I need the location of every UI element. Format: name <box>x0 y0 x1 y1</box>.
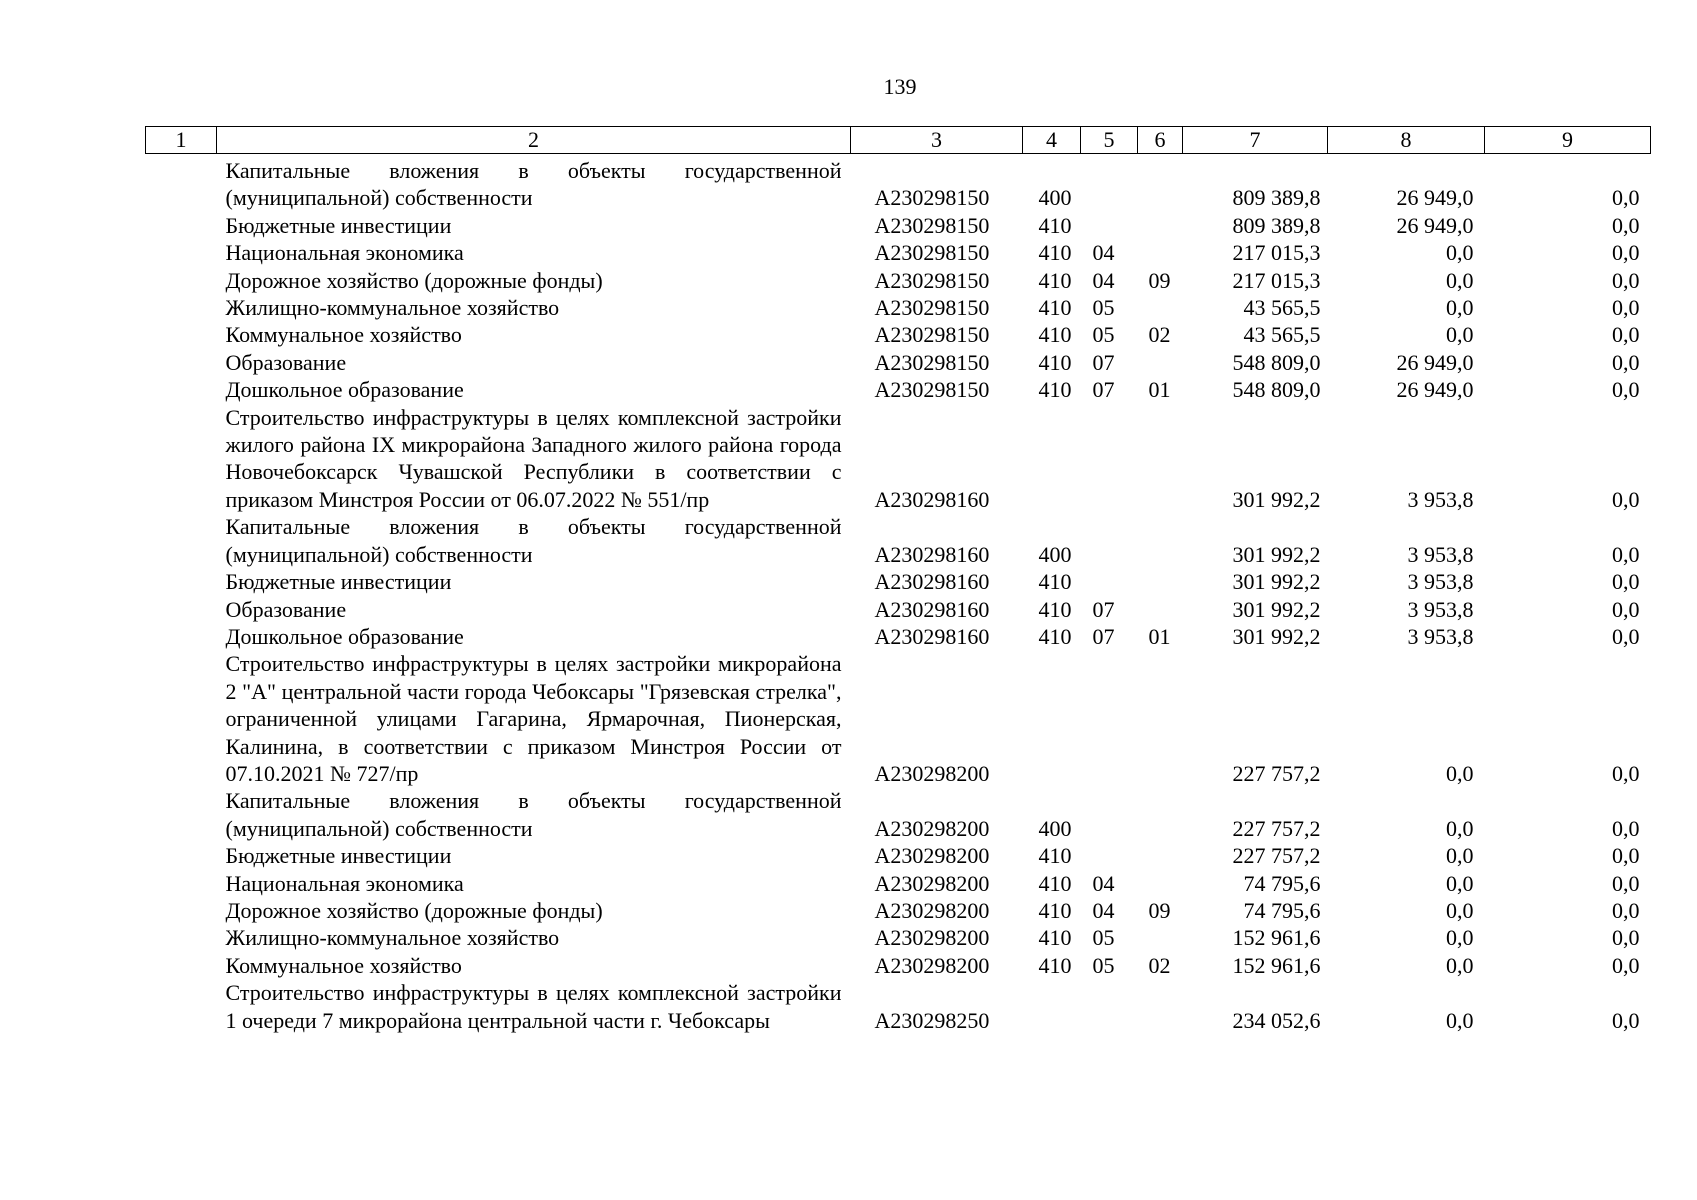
table-row <box>146 842 1651 869</box>
row-subsection <box>1138 870 1183 897</box>
table-row <box>146 897 1651 924</box>
row-expense-type: 410 <box>1038 349 1072 375</box>
row-section: 04 <box>1092 897 1115 923</box>
row-target-code: А230298150 <box>874 349 990 375</box>
column-header-2: 2 <box>217 127 851 154</box>
row-target-code: А230298160 <box>874 623 990 649</box>
column-header-3: 3 <box>851 127 1023 154</box>
row-value-9: 0,0 <box>1612 623 1640 649</box>
row-target-code: А230298150 <box>874 212 990 238</box>
table-row <box>146 212 1651 239</box>
row-name-text: Коммунальное хозяйство <box>225 952 462 978</box>
row-value-9: 0,0 <box>1612 240 1640 266</box>
row-subsection <box>1138 596 1183 623</box>
row-expense-type: 410 <box>1038 623 1072 649</box>
row-name <box>217 897 851 924</box>
row-name <box>217 154 851 212</box>
row-section: 05 <box>1092 295 1115 321</box>
row-value-8: 0,0 <box>1446 952 1474 978</box>
row-name <box>217 267 851 294</box>
row-column-1 <box>146 870 217 897</box>
row-value-9: 0,0 <box>1612 596 1640 622</box>
row-expense-type: 400 <box>1038 541 1072 567</box>
row-column-1 <box>146 513 217 568</box>
row-column-1 <box>146 952 217 979</box>
table-row <box>146 870 1651 897</box>
row-name <box>217 596 851 623</box>
column-header-9: 9 <box>1485 127 1651 154</box>
row-section: 04 <box>1092 870 1115 896</box>
column-header-1: 1 <box>146 127 217 154</box>
row-column-1 <box>146 924 217 951</box>
row-value-9: 0,0 <box>1612 322 1640 348</box>
row-name <box>217 924 851 951</box>
row-name-text: Бюджетные инвестиции <box>225 212 452 238</box>
table-row <box>146 376 1651 403</box>
row-column-1 <box>146 787 217 842</box>
row-column-1 <box>146 321 217 348</box>
row-value-7: 227 757,2 <box>1232 760 1321 786</box>
row-target-code: А230298200 <box>874 760 990 786</box>
row-column-1 <box>146 154 217 212</box>
row-name <box>217 513 851 568</box>
row-name-text: Дорожное хозяйство (дорожные фонды) <box>225 897 603 923</box>
table-row <box>146 513 1651 568</box>
row-name-text: Коммунальное хозяйство <box>225 322 462 348</box>
row-value-9: 0,0 <box>1612 295 1640 321</box>
row-subsection <box>1138 842 1183 869</box>
row-value-8: 0,0 <box>1446 815 1474 841</box>
row-target-code: А230298200 <box>874 843 990 869</box>
row-value-8: 3 953,8 <box>1407 569 1474 595</box>
row-name-text: Капитальные вложения в объекты государственной (муниципальной) собственности <box>225 158 842 211</box>
row-target-code: А230298200 <box>874 815 990 841</box>
row-value-9: 0,0 <box>1612 843 1640 869</box>
table-row <box>146 952 1651 979</box>
table-row <box>146 650 1651 787</box>
row-subsection <box>1138 154 1183 212</box>
table-row <box>146 623 1651 650</box>
row-section <box>1081 404 1138 514</box>
row-value-8: 0,0 <box>1446 897 1474 923</box>
row-name-text: Бюджетные инвестиции <box>225 569 452 595</box>
row-value-7: 548 809,0 <box>1232 349 1321 375</box>
row-section: 07 <box>1092 623 1115 649</box>
row-value-8: 26 949,0 <box>1396 185 1474 211</box>
row-value-9: 0,0 <box>1612 212 1640 238</box>
row-section: 07 <box>1092 596 1115 622</box>
row-column-1 <box>146 650 217 787</box>
row-name <box>217 623 851 650</box>
row-subsection <box>1138 513 1183 568</box>
row-name <box>217 239 851 266</box>
row-expense-type: 410 <box>1038 267 1072 293</box>
row-target-code: А230298200 <box>874 870 990 896</box>
row-column-1 <box>146 239 217 266</box>
row-name-text: Национальная экономика <box>225 870 464 896</box>
row-name-text: Национальная экономика <box>225 240 464 266</box>
table-header-row <box>146 127 1651 154</box>
row-name-text: Бюджетные инвестиции <box>225 843 452 869</box>
table-row <box>146 239 1651 266</box>
row-column-1 <box>146 568 217 595</box>
row-target-code: А230298150 <box>874 377 990 403</box>
row-expense-type: 410 <box>1038 925 1072 951</box>
row-value-7: 301 992,2 <box>1232 596 1321 622</box>
row-section: 04 <box>1092 267 1115 293</box>
row-value-8: 3 953,8 <box>1407 623 1474 649</box>
row-value-7: 43 565,5 <box>1243 295 1321 321</box>
row-value-7: 809 389,8 <box>1232 212 1321 238</box>
row-expense-type: 410 <box>1038 952 1072 978</box>
row-target-code: А230298150 <box>874 267 990 293</box>
row-name-text: Образование <box>225 349 347 375</box>
row-subsection <box>1138 212 1183 239</box>
row-expense-type <box>1023 404 1081 514</box>
row-section <box>1081 650 1138 787</box>
row-value-9: 0,0 <box>1612 541 1640 567</box>
row-column-1 <box>146 596 217 623</box>
table-row <box>146 321 1651 348</box>
row-column-1 <box>146 267 217 294</box>
row-value-9: 0,0 <box>1612 815 1640 841</box>
row-name <box>217 349 851 376</box>
row-section <box>1081 568 1138 595</box>
row-value-7: 152 961,6 <box>1232 952 1321 978</box>
row-target-code: А230298200 <box>874 897 990 923</box>
row-subsection: 01 <box>1148 623 1171 649</box>
row-target-code: А230298150 <box>874 240 990 266</box>
row-value-7: 217 015,3 <box>1232 240 1321 266</box>
row-value-7: 809 389,8 <box>1232 185 1321 211</box>
row-target-code: А230298250 <box>874 1007 990 1033</box>
row-target-code: А230298160 <box>874 569 990 595</box>
row-name-text: Дошкольное образование <box>225 623 464 649</box>
row-value-7: 74 795,6 <box>1243 870 1321 896</box>
row-name <box>217 376 851 403</box>
row-value-8: 26 949,0 <box>1396 212 1474 238</box>
table-row <box>146 924 1651 951</box>
row-subsection: 09 <box>1148 897 1171 923</box>
row-name-text: Жилищно-коммунальное хозяйство <box>225 925 560 951</box>
row-value-8: 0,0 <box>1446 240 1474 266</box>
page-number: 139 <box>883 74 917 99</box>
row-subsection <box>1138 924 1183 951</box>
row-subsection <box>1138 404 1183 514</box>
row-name-text: Капитальные вложения в объекты государственной (муниципальной) собственности <box>225 788 842 841</box>
row-section: 05 <box>1092 925 1115 951</box>
row-expense-type: 400 <box>1038 185 1072 211</box>
column-header-7: 7 <box>1183 127 1328 154</box>
row-value-7: 152 961,6 <box>1232 925 1321 951</box>
row-name <box>217 952 851 979</box>
row-section <box>1081 513 1138 568</box>
row-name-text: Дорожное хозяйство (дорожные фонды) <box>225 267 603 293</box>
row-value-8: 0,0 <box>1446 925 1474 951</box>
row-value-8: 26 949,0 <box>1396 349 1474 375</box>
row-expense-type: 410 <box>1038 295 1072 321</box>
row-value-7: 234 052,6 <box>1232 1007 1321 1033</box>
row-value-9: 0,0 <box>1612 569 1640 595</box>
row-column-1 <box>146 979 217 1034</box>
row-expense-type <box>1023 979 1081 1034</box>
row-expense-type: 410 <box>1038 212 1072 238</box>
budget-table <box>145 126 1651 1034</box>
row-value-9: 0,0 <box>1612 1007 1640 1033</box>
table-row <box>146 349 1651 376</box>
row-expense-type: 410 <box>1038 569 1072 595</box>
row-value-9: 0,0 <box>1612 870 1640 896</box>
row-expense-type: 410 <box>1038 870 1072 896</box>
row-name-text: Капитальные вложения в объекты государственной (муниципальной) собственности <box>225 514 842 567</box>
row-value-8: 26 949,0 <box>1396 377 1474 403</box>
row-subsection <box>1138 979 1183 1034</box>
row-target-code: А230298200 <box>874 925 990 951</box>
row-column-1 <box>146 842 217 869</box>
table-row <box>146 787 1651 842</box>
row-name-text: Жилищно-коммунальное хозяйство <box>225 295 560 321</box>
column-header-4: 4 <box>1023 127 1081 154</box>
row-value-9: 0,0 <box>1612 486 1640 512</box>
row-target-code: А230298150 <box>874 322 990 348</box>
row-target-code: А230298150 <box>874 295 990 321</box>
row-subsection: 02 <box>1148 952 1171 978</box>
row-value-7: 301 992,2 <box>1232 541 1321 567</box>
row-section <box>1081 787 1138 842</box>
row-section: 05 <box>1092 322 1115 348</box>
row-value-8: 3 953,8 <box>1407 486 1474 512</box>
row-value-7: 43 565,5 <box>1243 322 1321 348</box>
row-value-9: 0,0 <box>1612 377 1640 403</box>
row-column-1 <box>146 623 217 650</box>
row-value-7: 227 757,2 <box>1232 815 1321 841</box>
row-expense-type: 410 <box>1038 377 1072 403</box>
row-expense-type: 410 <box>1038 240 1072 266</box>
row-value-8: 3 953,8 <box>1407 596 1474 622</box>
row-column-1 <box>146 376 217 403</box>
row-value-8: 0,0 <box>1446 870 1474 896</box>
row-value-8: 0,0 <box>1446 267 1474 293</box>
row-name <box>217 787 851 842</box>
table-row <box>146 596 1651 623</box>
row-value-8: 0,0 <box>1446 843 1474 869</box>
row-name-text: Образование <box>225 596 347 622</box>
row-name <box>217 568 851 595</box>
row-value-8: 0,0 <box>1446 760 1474 786</box>
row-value-9: 0,0 <box>1612 349 1640 375</box>
row-value-7: 301 992,2 <box>1232 486 1321 512</box>
row-name-text: Строительство инфраструктуры в целях застройки микрорайона 2 "А" центральной части города Чебоксары "Грязевская стрелка", ограниченной улицами Гагарина, Ярмарочная, Пионерская, Калинина, в соответствии с приказом Минстроя России от 07.10.2021 № 727/пр <box>225 651 842 786</box>
row-section: 05 <box>1092 952 1115 978</box>
table-row <box>146 568 1651 595</box>
column-header-5: 5 <box>1081 127 1138 154</box>
row-subsection: 09 <box>1148 267 1171 293</box>
row-value-7: 74 795,6 <box>1243 897 1321 923</box>
row-expense-type: 410 <box>1038 322 1072 348</box>
row-subsection <box>1138 650 1183 787</box>
row-column-1 <box>146 349 217 376</box>
row-value-8: 3 953,8 <box>1407 541 1474 567</box>
row-column-1 <box>146 294 217 321</box>
row-value-8: 0,0 <box>1446 1007 1474 1033</box>
table-body <box>146 154 1651 1035</box>
row-section <box>1081 979 1138 1034</box>
row-name <box>217 321 851 348</box>
row-column-1 <box>146 897 217 924</box>
row-name <box>217 650 851 787</box>
table-row <box>146 404 1651 514</box>
row-name <box>217 212 851 239</box>
table-row <box>146 154 1651 212</box>
row-subsection <box>1138 294 1183 321</box>
row-target-code: А230298200 <box>874 952 990 978</box>
row-value-7: 301 992,2 <box>1232 623 1321 649</box>
row-name <box>217 294 851 321</box>
row-name-text: Дошкольное образование <box>225 377 464 403</box>
row-section <box>1081 154 1138 212</box>
column-header-6: 6 <box>1138 127 1183 154</box>
row-target-code: А230298160 <box>874 541 990 567</box>
row-subsection <box>1138 568 1183 595</box>
row-value-7: 548 809,0 <box>1232 377 1321 403</box>
row-value-8: 0,0 <box>1446 322 1474 348</box>
row-subsection: 02 <box>1148 322 1171 348</box>
row-expense-type <box>1023 650 1081 787</box>
row-value-9: 0,0 <box>1612 760 1640 786</box>
table-row <box>146 979 1651 1034</box>
row-expense-type: 410 <box>1038 843 1072 869</box>
row-subsection <box>1138 239 1183 266</box>
row-value-9: 0,0 <box>1612 952 1640 978</box>
row-target-code: А230298150 <box>874 185 990 211</box>
row-name-text: Строительство инфраструктуры в целях комплексной застройки 1 очереди 7 микрорайона центральной части г. Чебоксары <box>225 980 842 1033</box>
row-value-9: 0,0 <box>1612 185 1640 211</box>
row-value-7: 301 992,2 <box>1232 569 1321 595</box>
row-expense-type: 410 <box>1038 897 1072 923</box>
row-section: 07 <box>1092 349 1115 375</box>
row-subsection <box>1138 349 1183 376</box>
row-name <box>217 404 851 514</box>
row-value-7: 217 015,3 <box>1232 267 1321 293</box>
row-subsection <box>1138 787 1183 842</box>
row-column-1 <box>146 404 217 514</box>
row-target-code: А230298160 <box>874 486 990 512</box>
row-section <box>1081 212 1138 239</box>
row-value-7: 227 757,2 <box>1232 843 1321 869</box>
row-name <box>217 979 851 1034</box>
row-name-text: Строительство инфраструктуры в целях комплексной застройки жилого района IX микрорайона Западного жилого района города Новочебоксарск Чувашской Республики в соответствии с приказом Минстроя России от 06.07.2022 № 551/пр <box>225 404 842 512</box>
row-name <box>217 870 851 897</box>
row-subsection: 01 <box>1148 377 1171 403</box>
row-target-code: А230298160 <box>874 596 990 622</box>
row-column-1 <box>146 212 217 239</box>
column-header-8: 8 <box>1328 127 1485 154</box>
row-value-9: 0,0 <box>1612 925 1640 951</box>
row-value-9: 0,0 <box>1612 897 1640 923</box>
row-value-9: 0,0 <box>1612 267 1640 293</box>
row-expense-type: 400 <box>1038 815 1072 841</box>
row-section: 04 <box>1092 240 1115 266</box>
row-section <box>1081 842 1138 869</box>
row-value-8: 0,0 <box>1446 295 1474 321</box>
table-row <box>146 267 1651 294</box>
row-section: 07 <box>1092 377 1115 403</box>
row-expense-type: 410 <box>1038 596 1072 622</box>
row-name <box>217 842 851 869</box>
table-row <box>146 294 1651 321</box>
